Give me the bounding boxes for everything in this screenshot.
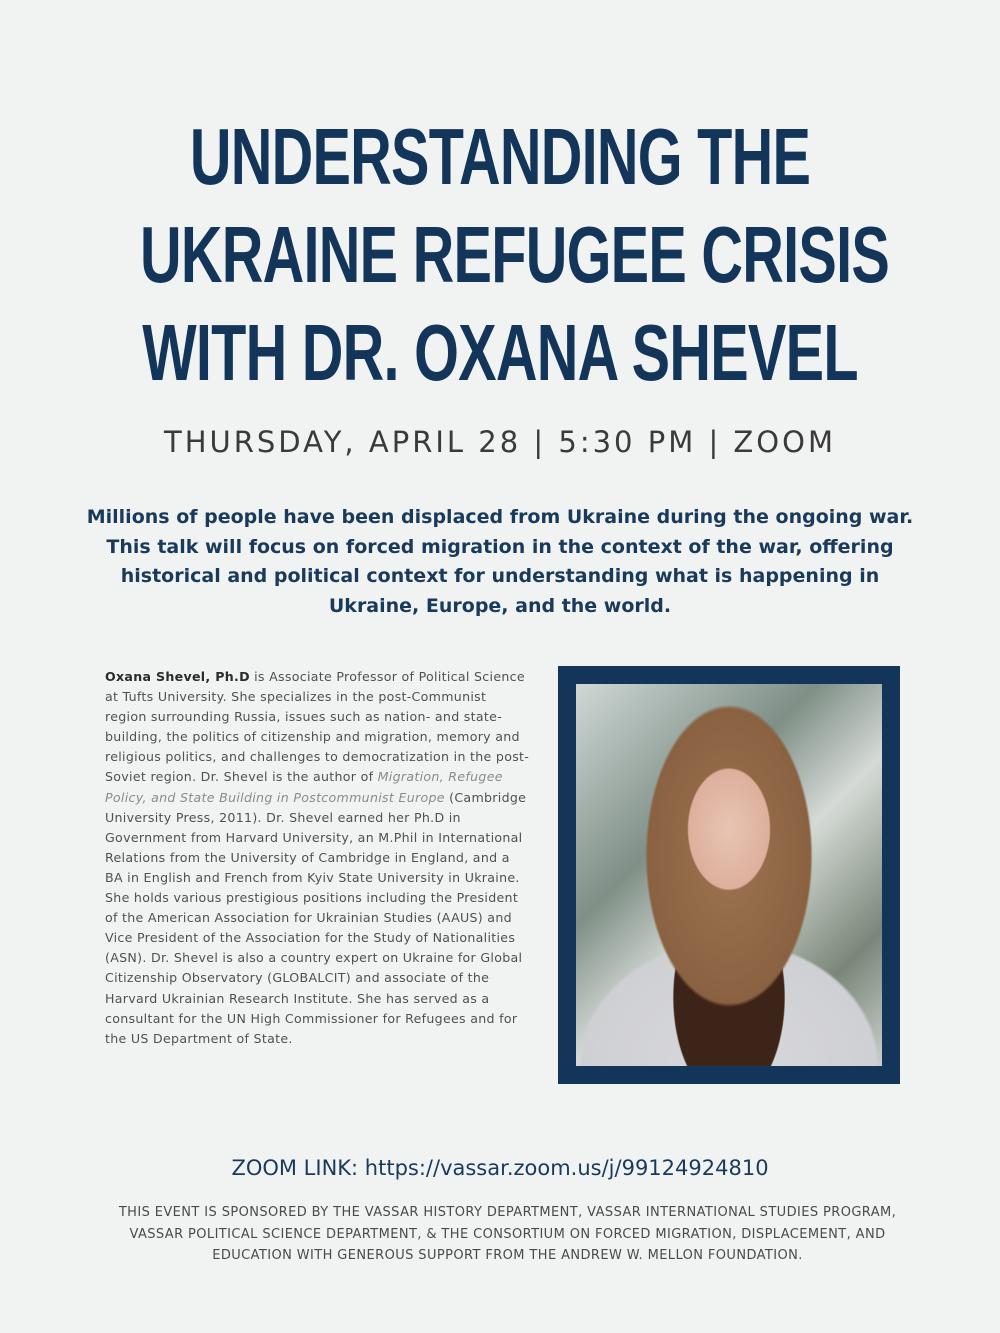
- bio-text-1: is Associate Professor of Political Science at Tufts University. She specializes in the post-Communist region surrounding Russia, issues such as nation- and state-building, the politics of citizenship and migration, memory and religious politics, and challenges to democratization in the post-Soviet region. Dr. Shevel is the author of: [105, 669, 530, 785]
- speaker-name: Oxana Shevel, Ph.D: [105, 669, 250, 684]
- title-line-2: UKRAINE REFUGEE CRISIS: [140, 210, 890, 299]
- zoom-link[interactable]: ZOOM LINK: https://vassar.zoom.us/j/99124924810: [231, 1156, 769, 1180]
- bio-text-2: (Cambridge University Press, 2011). Dr. Shevel earned her Ph.D in Government from Harvard University, an M.Phil in International Relations from the University of Cambridge in England, and a BA in English and French from Kyiv State University in Ukraine. She holds various prestigious positions including the President of the American Association for Ukrainian Studies (AAUS) and Vice President of the Association for the Study of Nationalities (ASN). Dr. Shevel is also a country expert on Ukraine for Global Citizenship Observatory (GLOBALCIT) and associate of the Harvard Ukrainian Research Institute. She has served as a consultant for the UN High Commissioner for Refugees and for the US Department of State.: [105, 789, 527, 1046]
- event-date-time: THURSDAY, APRIL 28 | 5:30 PM | ZOOM: [164, 425, 836, 459]
- title-line-1: UNDERSTANDING THE: [189, 112, 811, 201]
- speaker-photo-frame: [558, 666, 900, 1084]
- sponsors-text: THIS EVENT IS SPONSORED BY THE VASSAR HISTORY DEPARTMENT, VASSAR INTERNATIONAL STUDIES PROGRAM, VASSAR POLITICAL SCIENCE DEPARTMENT, & THE CONSORTIUM ON FORCED MIGRATION, DISPLACEMENT, AND EDUCATION WITH GENEROUS SUPPORT FROM THE ANDREW W. MELLON FOUNDATION.: [118, 1205, 897, 1263]
- book-title: Migration, Refugee Policy, and State Building in Postcommunist Europe: [105, 769, 503, 805]
- speaker-photo: [576, 684, 882, 1066]
- speaker-bio: [105, 667, 530, 1049]
- title-line-3: WITH DR. OXANA SHEVEL: [142, 308, 858, 397]
- event-title: [140, 108, 890, 402]
- event-summary: Millions of people have been displaced from Ukraine during the ongoing war. This talk will focus on forced migration in the context of the war, offering historical and political context for understanding what is happening in Ukraine, Europe, and the world.: [86, 506, 914, 617]
